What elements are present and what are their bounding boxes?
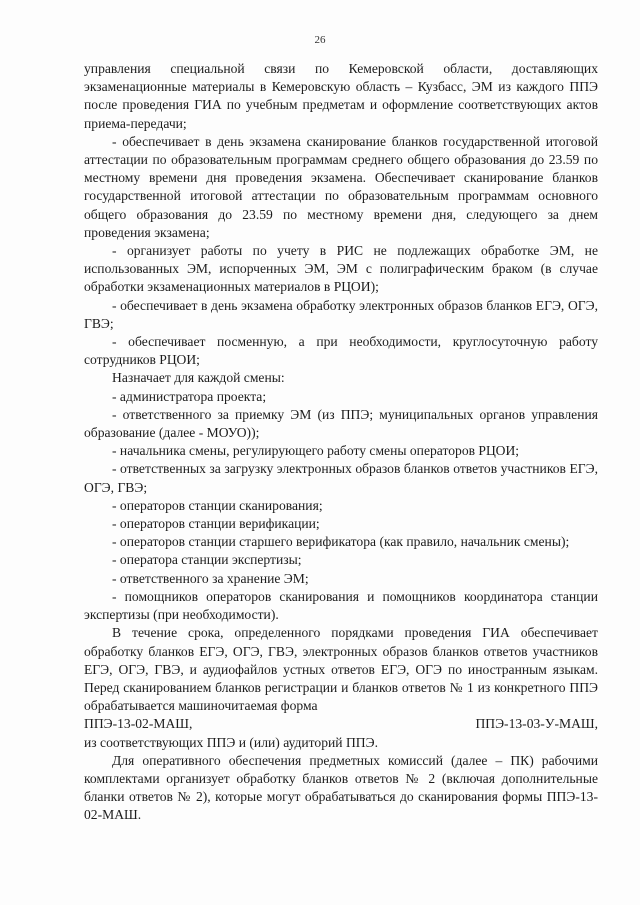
document-body xyxy=(84,60,598,825)
list-item-expertise-operator: - оператора станции экспертизы; xyxy=(112,552,302,568)
form-code-left: ППЭ-13-02-МАШ, xyxy=(84,716,193,732)
page-number: 26 xyxy=(314,34,326,46)
list-item-assistants: - помощников операторов сканирования и помощников координатора станции экспертизы (при необходимости). xyxy=(84,588,598,623)
list-item-storage: - ответственного за хранение ЭМ; xyxy=(112,570,309,586)
paragraph-intro: управления специальной связи по Кемеровской области, доставляющих экзаменационные материалы в Кемеровскую область – Кузбасс, ЭМ из каждого ППЭ после проведения ГИА по учебным предметам и оформление соответствующих актов приема-передачи; xyxy=(84,61,598,131)
list-item-administrator: - администратора проекта; xyxy=(112,388,267,404)
paragraph-scanning: - обеспечивает в день экзамена сканирование бланков государственной итоговой аттестации по образовательным программам среднего общего образования до 23.59 по местному времени дня проведения экзамена. Обеспечивает сканирование бланков государственной итоговой аттестации по образовательным программам основного общего образования до 23.59 по местному времени дня, следующего за днем проведения экзамена; xyxy=(84,133,598,240)
form-codes-line xyxy=(84,715,598,733)
paragraph-electronic-images: - обеспечивает в день экзамена обработку электронных образов бланков ЕГЭ, ОГЭ, ГВЭ; xyxy=(84,297,598,331)
list-item-acceptance: - ответственного за приемку ЭМ (из ППЭ; муниципальных органов управления образование (далее - МОУО)); xyxy=(84,406,598,441)
paragraph-ris-accounting: - организует работы по учету в РИС не подлежащих обработке ЭМ, не использованных ЭМ, испорченных ЭМ, ЭМ с полиграфическим браком (в случае обработки экзаменационных материалов в РЦОИ); xyxy=(84,243,598,295)
paragraph-assigns-heading: Назначает для каждой смены: xyxy=(112,370,285,386)
paragraph-after-forms: из соответствующих ППЭ и (или) аудиторий ППЭ. xyxy=(84,734,378,750)
paragraph-subject-commissions: Для оперативного обеспечения предметных комиссий (далее – ПК) рабочими комплектами организует обработку бланков ответов № 2 (включая дополнительные бланки ответов № 2), которые могут обрабатываться до сканирования формы ППЭ-13-02-МАШ. xyxy=(84,752,598,823)
paragraph-processing-period: В течение срока, определенного порядками проведения ГИА обеспечивает обработку бланков ЕГЭ, ОГЭ, ГВЭ, электронных образов бланков ответов участников ЕГЭ, ОГЭ, ГВЭ, и аудиофайлов устных ответов ЕГЭ, ОГЭ по иностранным языкам. Перед сканированием бланков регистрации и бланков ответов № 1 из конкретного ППЭ обрабатывается машиночитаемая форма xyxy=(84,625,598,714)
list-item-verification-operators: - операторов станции верификации; xyxy=(112,516,320,532)
list-item-scan-operators: - операторов станции сканирования; xyxy=(112,497,323,513)
list-item-upload: - ответственных за загрузку электронных образов бланков ответов участников ЕГЭ, ОГЭ, ГВЭ; xyxy=(84,461,598,495)
list-item-senior-verifier: - операторов станции старшего верификатора (как правило, начальник смены); xyxy=(112,534,570,550)
form-code-right: ППЭ-13-03-У-МАШ, xyxy=(475,716,598,732)
paragraph-shift-work: - обеспечивает посменную, а при необходимости, круглосуточную работу сотрудников РЦОИ; xyxy=(84,334,598,368)
list-item-shift-chief: - начальника смены, регулирующего работу смены операторов РЦОИ; xyxy=(112,443,520,459)
